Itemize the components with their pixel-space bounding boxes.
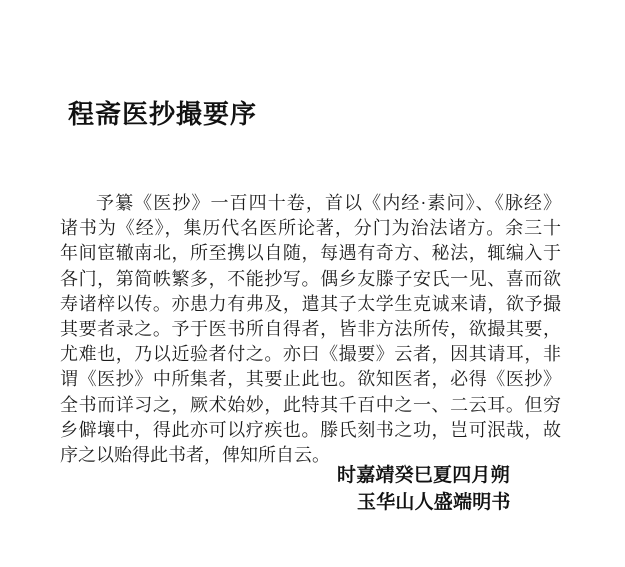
signature-author: 玉华山人盛端明书 — [357, 492, 511, 513]
signature-date: 时嘉靖癸巳夏四月朔 — [337, 465, 510, 486]
body-line: 寿诸梓以传。亦患力有弗及，遣其子太学生克诚来请，欲予撮 — [60, 293, 561, 314]
body-line: 其要者录之。予于医书所自得者，皆非方法所传，欲撮其要， — [60, 318, 561, 339]
body-line: 谓《医抄》中所集者，其要止此也。欲知医者，必得《医抄》 — [60, 369, 561, 390]
body-line: 年间宦辙南北，所至携以自随，每遇有奇方、秘法，辄编入于 — [60, 243, 561, 264]
preface-body — [60, 191, 561, 468]
body-line: 乡僻壤中，得此亦可以疗疾也。滕氏刻书之功，岂可泯哉，故 — [60, 419, 561, 440]
page-title: 程斋医抄撮要序 — [68, 100, 258, 129]
body-line: 尤难也，乃以近验者付之。亦曰《撮要》云者，因其请耳，非 — [60, 344, 561, 365]
body-line: 予纂《医抄》一百四十卷，首以《内经·素问》、《脉经》 — [96, 193, 561, 213]
body-line: 诸书为《经》，集历代名医所论著，分门为治法诸方。余三十 — [60, 218, 561, 239]
body-line: 序之以贻得此书者，俾知所自云。 — [60, 444, 330, 465]
body-line: 各门，第简帙繁多，不能抄写。偶乡友滕子安氏一见、喜而欲 — [60, 268, 561, 289]
body-line: 全书而详习之，厥术始妙，此特其千百中之一、二云耳。但穷 — [60, 394, 561, 415]
